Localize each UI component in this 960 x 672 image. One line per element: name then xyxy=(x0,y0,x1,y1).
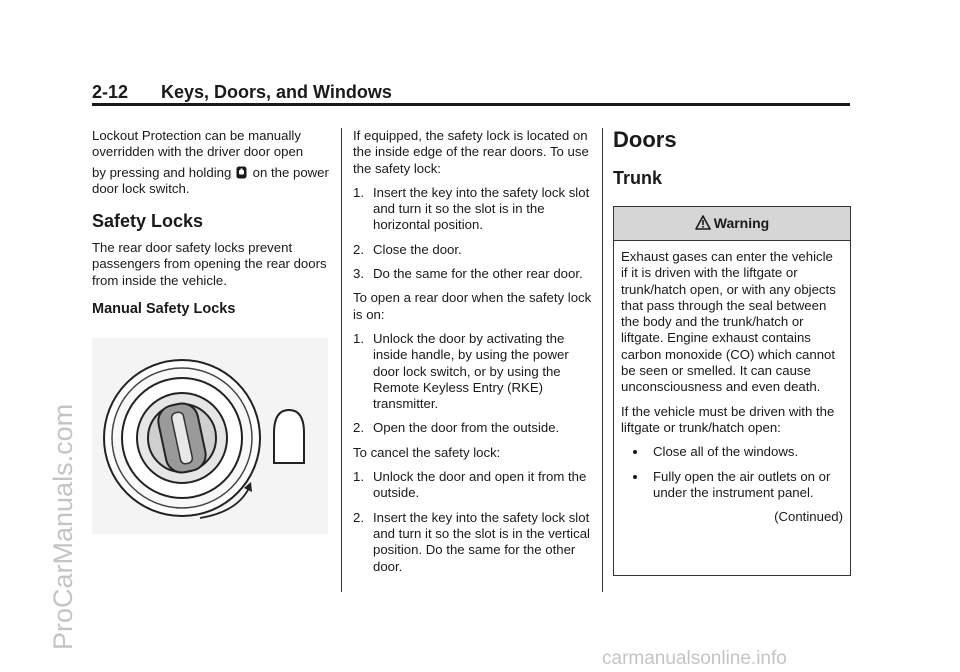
warning-title: Warning xyxy=(713,215,770,231)
warning-bullet: Close all of the windows. xyxy=(633,444,843,460)
safety-lock-intro: If equipped, the safety lock is located on the inside edge of the rear doors. To use the safety lock: xyxy=(353,128,589,176)
safety-lock-illustration xyxy=(92,338,328,534)
section-title: Keys, Doors, and Windows xyxy=(161,82,392,102)
continued-label: (Continued) xyxy=(774,509,843,525)
warning-box xyxy=(613,206,851,576)
cancel-intro: To cancel the safety lock: xyxy=(353,444,501,460)
use-step: 2. Close the door. xyxy=(353,241,462,257)
open-intro: To open a rear door when the safety lock is on: xyxy=(353,290,592,322)
bottom-watermark: carmanualsonline.info xyxy=(602,648,787,669)
page-header xyxy=(92,82,850,104)
side-watermark: ProCarManuals.com xyxy=(48,403,78,650)
page-number: 2-12 xyxy=(92,82,129,102)
use-step: 1. Insert the key into the safety lock slot and turn it so the slot is in the horizontal position. xyxy=(353,184,590,233)
open-step: 2. Open the door from the outside. xyxy=(353,420,560,436)
cancel-step: 1. Unlock the door and open it from the outside. xyxy=(353,469,587,501)
lockout-paragraph-cont: by pressing and holding on the power door lock switch. xyxy=(92,164,329,196)
trunk-heading: Trunk xyxy=(613,168,663,188)
column-3 xyxy=(613,128,851,576)
bullet-icon xyxy=(633,450,637,454)
warning-header xyxy=(614,207,850,241)
safety-locks-text: The rear door safety locks prevent passengers from opening the rear doors from inside the vehicle. xyxy=(92,240,327,288)
warning-paragraph-1: Exhaust gases can enter the vehicle if it is driven with the liftgate or trunk/hatch open, or with any objects that pass through the seal between the body and the trunk/hatch or liftgate. Engine exhaust contains carbon monoxide (CO) which cannot be seen or smelled. It can cause unconsciousness and even death. xyxy=(621,249,836,395)
safety-lock-drawing xyxy=(92,338,328,534)
safety-locks-heading: Safety Locks xyxy=(92,211,204,232)
warning-bullet: Fully open the air outlets on or under the instrument panel. xyxy=(633,469,843,502)
column-divider-2 xyxy=(602,128,603,592)
warning-icon xyxy=(695,215,711,230)
bullet-icon xyxy=(633,475,637,479)
warning-body xyxy=(614,241,850,525)
doors-heading: Doors xyxy=(613,127,677,152)
manual-safety-locks-heading: Manual Safety Locks xyxy=(92,301,236,318)
warning-paragraph-2: If the vehicle must be driven with the liftgate or trunk/hatch open: xyxy=(621,403,835,435)
cancel-step: 2. Insert the key into the safety lock slot and turn it so the slot is in the vertical position. Do the same for the other door. xyxy=(353,509,590,574)
column-divider-1 xyxy=(341,128,342,592)
use-step: 3. Do the same for the other rear door. xyxy=(353,266,583,282)
column-2 xyxy=(353,128,593,583)
open-step: 1. Unlock the door by activating the inside handle, by using the power door lock switch, or by using the Remote Keyless Entry (RKE) transmitter. xyxy=(353,330,569,412)
lockout-paragraph: Lockout Protection can be manually overridden with the driver door open xyxy=(92,128,304,160)
lock-icon xyxy=(236,166,247,179)
header-rule xyxy=(92,103,850,106)
column-1 xyxy=(92,128,332,534)
